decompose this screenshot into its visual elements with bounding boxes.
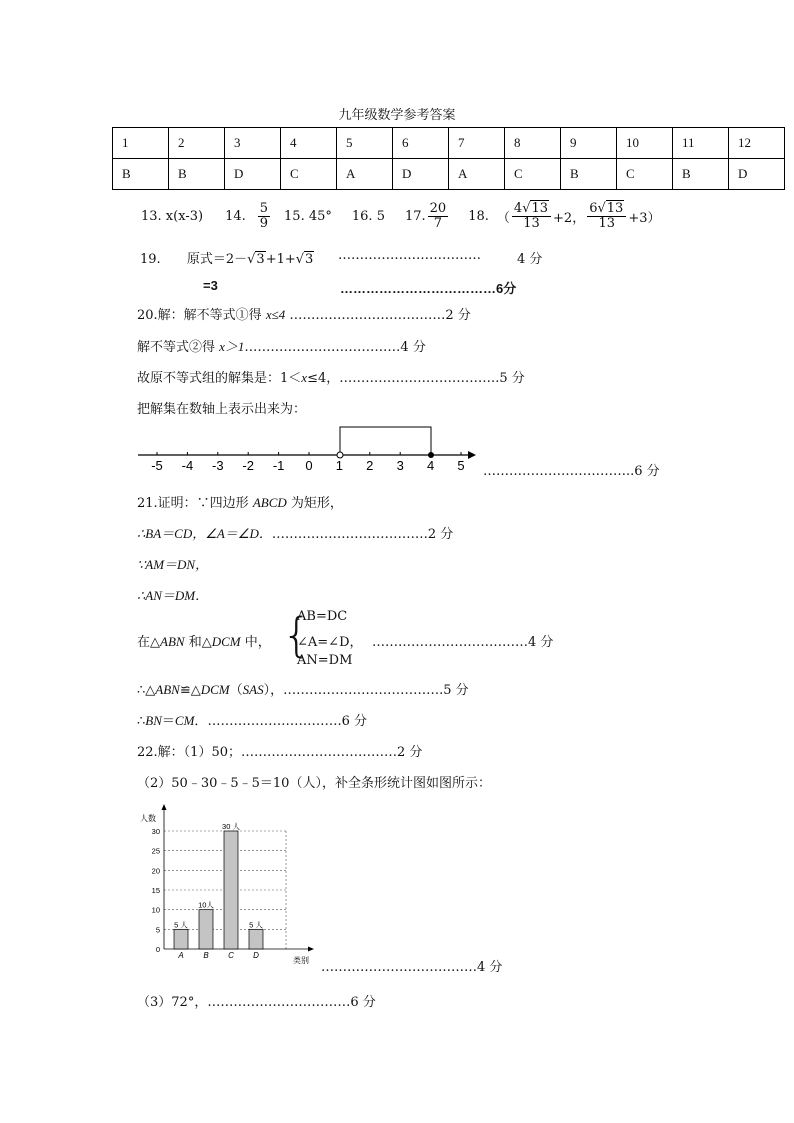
chart-category-label: B [203,951,209,960]
chart-data-label: 5 人 [174,920,188,930]
chart-bar [249,929,263,949]
q14-denominator: 9 [259,215,269,231]
q21-line-7-score: ………………………….6 分 [207,714,367,729]
answer-table-answer-cell: B [673,159,729,190]
q18-f1-radicand: 13 [531,200,549,216]
chart-y-tick-label: 15 [151,886,160,895]
q21-line-5 [137,631,271,650]
bar-chart [126,800,326,970]
number-line-label: -4 [181,458,194,473]
number-line-label: 0 [305,458,313,473]
answer-table-number-cell: 5 [337,128,393,159]
chart-category-label: D [253,951,259,960]
q18-open-paren: （ [496,210,510,226]
q22-line-3 [137,991,376,1010]
left-brace-icon: { [282,608,312,662]
q21-line-2-text: ∴BA＝CD，∠A＝∠D． [137,526,272,541]
q18-label: 18. [468,208,489,224]
q21-brace-row-1: AB=DC [297,609,348,624]
q18-fraction-1-denominator: 13 [523,215,540,231]
q21-line-6-score: ……………………………….5 分 [283,683,469,698]
q17-fraction [428,202,449,230]
q17-numerator: 20 [429,200,447,216]
answer-table-answer-cell: C [505,159,561,190]
q21-line-1-text: 21.证明：∵四边形 [137,496,253,511]
q20-solution-1: x≤4 [265,307,286,322]
q21-line-6 [137,679,469,698]
q18-f2-coefficient: 6 [589,200,598,216]
q15-answer: 15. 45° [284,208,332,224]
answer-table-number-cell: 4 [281,128,337,159]
chart-y-tick-label: 25 [151,846,160,856]
q22-line-1 [137,741,422,760]
q18-f2-radicand: 13 [606,200,624,216]
number-line-label: 1 [335,458,344,473]
q22-chart-score: ………………………………4 分 [321,960,503,975]
answer-table [112,127,785,190]
number-line-label: 2 [366,458,374,473]
chart-x-axis-label: 类别 [293,956,309,965]
q14-label: 14. [225,208,246,224]
chart-data-label: 5 人 [249,920,263,930]
chart-bar [174,929,188,949]
answer-table-answer-cell: D [729,159,785,190]
q22-line-2: （2）50﹣30﹣5﹣5＝10（人），补全条形统计图如图所示： [137,776,491,791]
chart-bar [199,910,213,949]
q21-brace-row-2: ∠A=∠D， [297,635,363,650]
q14-fraction [258,202,270,230]
answer-table-number-cell: 1 [113,128,169,159]
number-line-label: -2 [242,458,254,473]
q19-radicand-2: 3 [305,252,314,267]
chart-y-tick-label: 0 [155,945,160,954]
q20-line-4: 把解集在数轴上表示出来为： [137,402,307,417]
answer-table-answer-cell: C [281,159,337,190]
q21-line-1 [137,492,343,511]
answer-table-number-row [113,128,785,159]
q20-axis-score: ……………………………..6 分 [483,464,660,479]
q21-line-5-text: 在△ [137,635,160,650]
q20-range-lower: 1＜ [280,371,302,386]
q21-line-6-therefore: ∴△ [137,683,156,698]
q19-middle: +1+ [265,252,296,267]
q13-answer: 13. x(x-3) [141,208,204,224]
q20-line-2 [137,336,426,355]
chart-category-label: C [228,951,234,960]
chart-y-tick-label: 30 [151,827,160,836]
q19-line-1: 19. 原式＝2－√3+1+√3 [140,252,314,267]
q18-fraction-1-numerator: 4√13 [512,202,551,217]
answer-table-answer-cell: A [449,159,505,190]
answer-table-answer-cell: B [113,159,169,190]
answer-table-number-cell: 11 [673,128,729,159]
q21-line-3: ∵AM＝DN， [137,557,209,572]
q21-brace-row-3: AN=DM [297,653,353,668]
open-endpoint-1 [337,452,343,458]
chart-y-tick-label: 10 [151,905,160,915]
q20-range-variable: x [301,370,308,385]
answer-table-number-cell: 6 [393,128,449,159]
q18-fraction-2-numerator: 6√13 [587,202,626,217]
q21-line-7-equals: ＝ [161,714,175,729]
number-line-label: -5 [151,458,163,473]
q21-line-5-post: 中， [240,635,271,650]
q20-line-3 [137,367,525,386]
q21-line-5-and: 和△ [184,635,212,650]
q21-line-7 [137,710,367,729]
q18-close: +3） [628,210,661,226]
q21-line-7-bn: BN [145,713,162,728]
number-line-label: -3 [212,458,224,473]
q19-score-1: 4 分 [517,252,543,267]
q21-line-6-paren-close: ）， [263,683,284,698]
chart-category-label: A [178,951,184,960]
q21-triangle-dcm: DCM [211,634,241,649]
q20-range-upper: ≤4， [307,371,340,386]
answer-table-answer-cell: D [393,159,449,190]
chart-data-label: 10人 [198,900,214,910]
q19-dots-2: ………………………………6分 [340,281,517,296]
answer-table-number-cell: 12 [729,128,785,159]
number-line-arrow-icon [468,451,476,459]
page-title: 九年级数学参考答案 [338,108,456,123]
answer-table-answer-cell: C [617,159,673,190]
q18-fraction-2-denominator: 13 [598,215,616,231]
q18-fraction-1 [512,202,551,230]
answers-13-18 [141,196,661,236]
q19-result: =3 [203,278,218,293]
answer-table-answer-cell: B [169,159,225,190]
q21-line-6-abn: ABN [155,682,180,697]
q21-triangle-abn: ABN [160,634,185,649]
q22-line-1-text: 22.解：（1）50； [137,745,241,760]
answer-table-answer-cell: A [337,159,393,190]
q21-line-7-cm: CM [174,713,195,728]
chart-data-label: 30 人 [222,822,240,831]
answer-table-answer-cell: B [561,159,617,190]
q18-f1-coefficient: 4 [513,200,523,216]
q20-line-2-text: 解不等式②得 [137,340,220,355]
q16-answer: 16. 5 [351,208,385,224]
q14-numerator: 5 [259,200,269,216]
q22-line-1-score: ………………………………2 分 [241,745,423,760]
q21-line-6-dcm: DCM [200,682,230,697]
chart-y-axis-label: 人数 [140,814,156,823]
q20-line-3-score: ……………………………….5 分 [339,371,525,386]
q19-label: 19. [140,252,161,267]
q17-denominator: 7 [433,215,443,231]
q21-line-5-score: ………………………………4 分 [372,635,554,650]
y-axis-arrow-icon [162,804,167,810]
answer-table-answer-row [113,159,785,190]
q21-line-1-post: 为矩形， [286,496,343,511]
x-axis-arrow-icon [308,947,314,952]
number-line [130,420,490,476]
answer-table-number-cell: 10 [617,128,673,159]
q20-line-3-text: 故原不等式组的解集是： [137,371,281,386]
q22-line-3-text: （3）72°， [137,995,208,1010]
number-line-label: -1 [272,458,285,473]
q21-line-2 [137,523,453,542]
chart-y-tick-label: 5 [155,925,160,935]
closed-endpoint-4 [428,452,434,458]
q18-middle: +2， [553,210,586,226]
chart-bar [224,831,238,949]
answer-table-number-cell: 7 [449,128,505,159]
number-line-label: 5 [457,458,465,473]
q19-lhs: 原式＝2－ [186,252,248,267]
q20-line-2-score: ………………………………4 分 [244,340,426,355]
q21-line-6-paren-open: （ [229,683,243,698]
answer-table-number-cell: 2 [169,128,225,159]
q20-line-1-text: 20.解：解不等式①得 [137,308,266,323]
q21-line-4: ∴AN＝DM． [137,588,209,603]
q21-line-6-congruent: ≌△ [179,683,201,698]
chart-y-tick-label: 20 [151,866,160,876]
q22-line-3-score: ……………………………6 分 [207,995,376,1010]
answer-table-answer-cell: D [225,159,281,190]
q18-fraction-2 [587,202,626,230]
answer-table-number-cell: 9 [561,128,617,159]
q21-quadrilateral: ABCD [252,495,287,510]
answer-table-number-cell: 8 [505,128,561,159]
solution-set-bracket [340,427,431,455]
number-line-label: 4 [426,458,435,473]
q21-line-6-sas: SAS [242,682,264,697]
q20-line-1 [137,304,471,323]
q19-radicand-1: 3 [256,252,265,267]
q17-label: 17. [404,208,426,224]
answer-table-number-cell: 3 [225,128,281,159]
q21-line-7-period: ． [194,714,208,729]
q21-line-7-therefore: ∴ [137,714,146,729]
q19-dots-1: …………………………… [338,248,481,263]
q20-line-1-score: ………………………………2 分 [285,308,471,323]
q20-solution-2: x＞1 [219,339,245,354]
q21-line-2-score: ………………………………2 分 [271,527,454,542]
number-line-label: 3 [396,458,404,473]
